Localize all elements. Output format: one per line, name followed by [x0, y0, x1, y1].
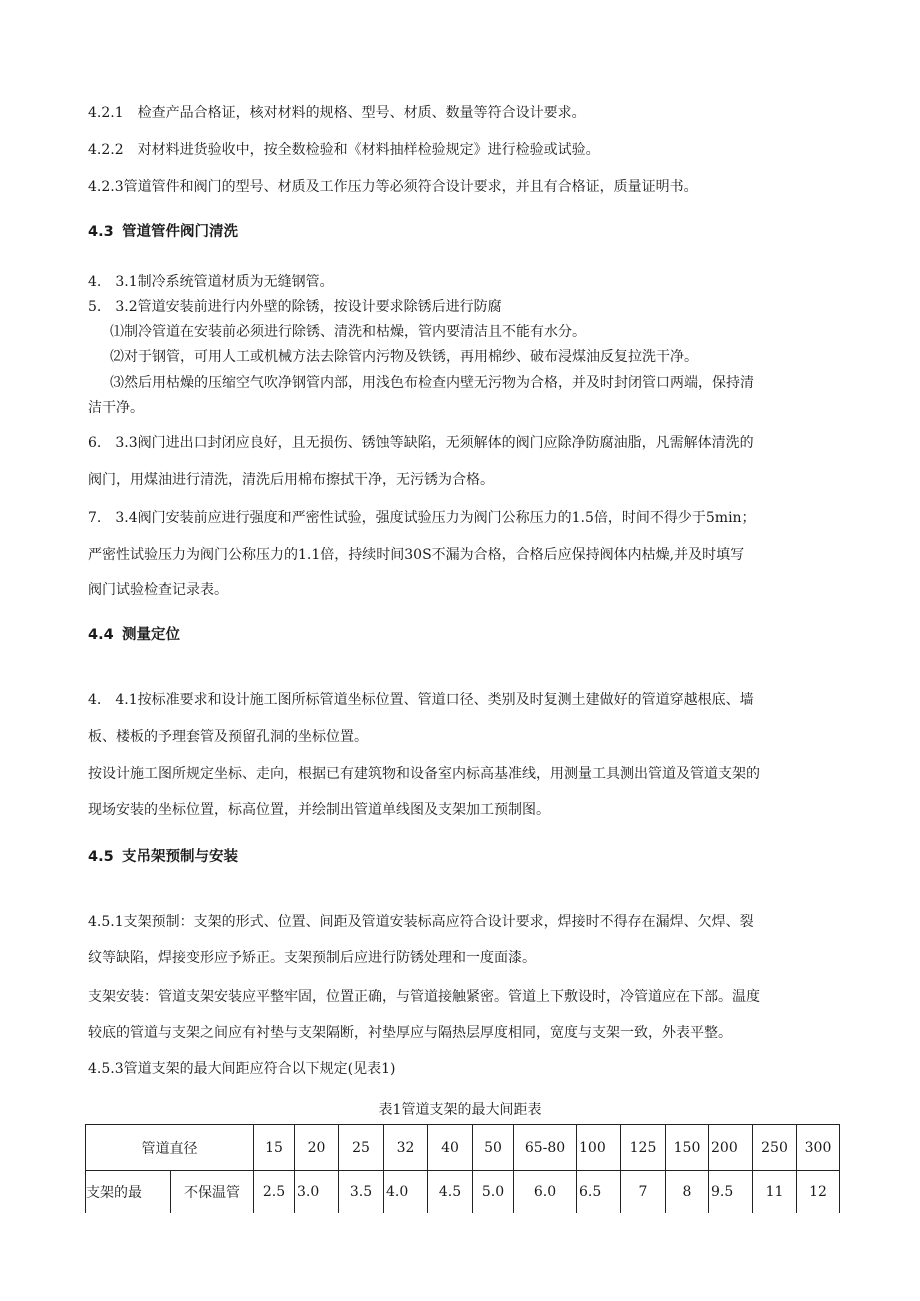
paragraph-4-2-3: 4.2.3管道管件和阀门的型号、材质及工作压力等必须符合设计要求，并且有合格证，质量证明书。: [88, 179, 698, 195]
paragraph-4-1-cont: 板、楼板的予理套管及预留孔洞的坐标位置。: [88, 729, 368, 745]
heading-4-4: [88, 625, 180, 645]
paragraph-3-4-cont1: 严密性试验压力为阀门公称压力的1.1倍，持续时间30S不漏为合格，合格后应保持阀体内枯燥,并及时填写: [88, 547, 745, 563]
list-item-1: ⑴制冷管道在安装前必须进行除锈、清洗和枯燥，管内要清洁且不能有水分。: [110, 324, 586, 340]
row-label-cell: 支架的最: [86, 1171, 171, 1214]
paragraph-3-1: 4. 3.1制冷系统管道材质为无缝钢管。: [88, 274, 334, 290]
diameter-cell: 20: [295, 1125, 339, 1171]
value-cell: 6.0: [514, 1171, 577, 1214]
value-cell: 9.5: [709, 1171, 753, 1214]
paragraph-layout: 按设计施工图所规定坐标、走向，根据已有建筑物和设备室内标高基准线，用测量工具测出管道及管道支架的: [88, 766, 760, 782]
value-cell: 3.0: [295, 1171, 339, 1214]
value-cell: 4.5: [428, 1171, 473, 1214]
paragraph-3-2: 5. 3.2管道安装前进行内外壁的除锈，按设计要求除锈后进行防腐: [88, 299, 502, 315]
paragraph-5-1: 4.5.1支架预制：支架的形式、位置、间距及管道安装标高应符合设计要求，焊接时不得存在漏焊、欠焊、裂: [88, 914, 754, 930]
heading-number: 4.3: [88, 224, 114, 240]
diameter-cell: 250: [753, 1125, 797, 1171]
diameter-cell: 40: [428, 1125, 473, 1171]
value-cell: 4.0: [384, 1171, 428, 1214]
diameter-cell: 100: [577, 1125, 621, 1171]
header-label-cell: 管道直径: [86, 1125, 254, 1171]
paragraph-5-1-cont: 纹等缺陷，焊接变形应予矫正。支架预制后应进行防锈处理和一度面漆。: [88, 950, 536, 966]
paragraph-3-3-cont: 阀门，用煤油进行清洗，清洗后用棉布擦拭干净，无污锈为合格。: [88, 472, 494, 488]
diameter-cell: 32: [384, 1125, 428, 1171]
heading-number: 4.4: [88, 627, 114, 643]
paragraph-3-3: 6. 3.3阀门进出口封闭应良好，且无损伤、锈蚀等缺陷，无须解体的阀门应除净防腐油脂，凡需解体清洗的: [88, 435, 754, 451]
support-spacing-table: [85, 1124, 840, 1213]
heading-text: 管道管件阀门清洗: [122, 224, 238, 240]
paragraph-bracket-install-cont: 较底的管道与支架之间应有衬垫与支架隔断，衬垫厚应与隔热层厚度相同，宽度与支架一致，外表平整。: [88, 1025, 732, 1041]
heading-4-3: [88, 222, 238, 242]
value-cell: 6.5: [577, 1171, 621, 1214]
row-sublabel-cell: 不保温管: [171, 1171, 254, 1214]
table-row: [86, 1125, 840, 1171]
paragraph-bracket-install: 支架安装：管道支架安装应平整牢固，位置正确，与管道接触紧密。管道上下敷设时，冷管道应在下部。温度: [88, 989, 760, 1005]
list-item-3-cont: 洁干净。: [88, 400, 144, 416]
list-item-3: ⑶然后用枯燥的压缩空气吹净钢管内部，用浅色布检查内壁无污物为合格，并及时封闭管口两端，保持清: [110, 375, 754, 391]
paragraph-3-4: 7. 3.4阀门安装前应进行强度和严密性试验，强度试验压力为阀门公称压力的1.5倍，时间不得少于5min；: [88, 510, 756, 526]
diameter-cell: 65-80: [514, 1125, 577, 1171]
diameter-cell: 300: [797, 1125, 840, 1171]
value-cell: 7: [621, 1171, 666, 1214]
diameter-cell: 125: [621, 1125, 666, 1171]
value-cell: 12: [797, 1171, 840, 1214]
table-caption: 表1管道支架的最大间距表: [378, 1102, 542, 1118]
paragraph-layout-cont: 现场安装的坐标位置，标高位置，并绘制出管道单线图及支架加工预制图。: [88, 802, 550, 818]
value-cell: 3.5: [339, 1171, 384, 1214]
paragraph-4-2-1: 4.2.1 检查产品合格证，核对材料的规格、型号、材质、数量等符合设计要求。: [88, 105, 586, 121]
heading-text: 测量定位: [122, 627, 180, 643]
list-item-2: ⑵对于钢管，可用人工或机械方法去除管内污物及铁锈，再用棉纱、破布浸煤油反复拉洗干净。: [110, 349, 698, 365]
heading-4-5: [88, 847, 238, 867]
diameter-cell: 15: [254, 1125, 295, 1171]
diameter-cell: 150: [666, 1125, 709, 1171]
diameter-cell: 200: [709, 1125, 753, 1171]
diameter-cell: 50: [473, 1125, 514, 1171]
heading-number: 4.5: [88, 849, 114, 865]
diameter-cell: 25: [339, 1125, 384, 1171]
table-row: [86, 1171, 840, 1214]
value-cell: 2.5: [254, 1171, 295, 1214]
heading-text: 支吊架预制与安装: [122, 849, 238, 865]
paragraph-3-4-cont2: 阀门试验检查记录表。: [88, 582, 228, 598]
value-cell: 5.0: [473, 1171, 514, 1214]
paragraph-5-3: 4.5.3管道支架的最大间距应符合以下规定(见表1): [88, 1061, 396, 1077]
paragraph-4-2-2: 4.2.2 对材料进货验收中，按全数检验和《材料抽样检验规定》进行检验或试验。: [88, 142, 600, 158]
value-cell: 8: [666, 1171, 709, 1214]
value-cell: 11: [753, 1171, 797, 1214]
paragraph-4-1: 4. 4.1按标准要求和设计施工图所标管道坐标位置、管道口径、类别及时复测土建做好的管道穿越根底、墙: [88, 692, 754, 708]
